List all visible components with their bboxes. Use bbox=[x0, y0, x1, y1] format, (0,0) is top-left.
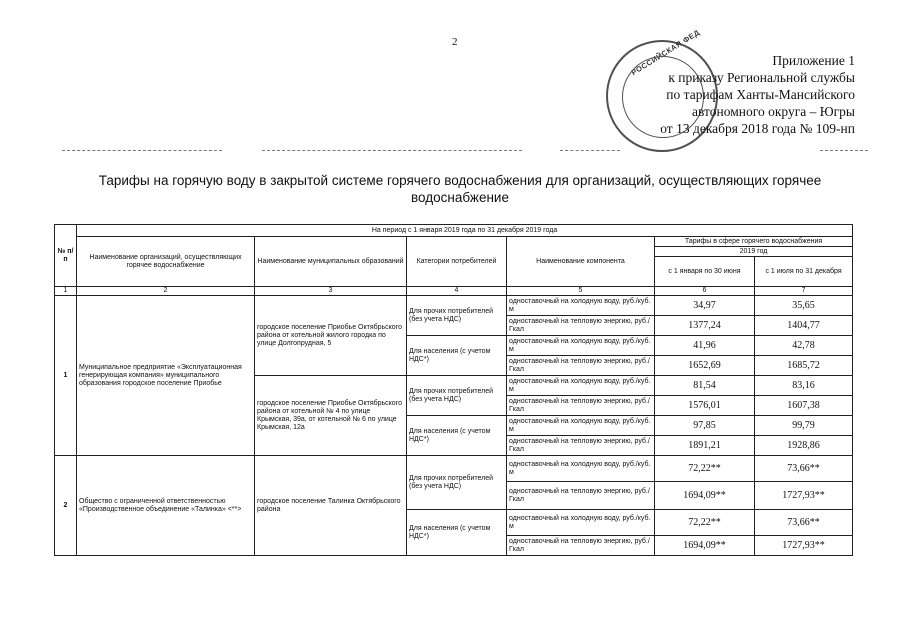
tariff-value: 1694,09** bbox=[655, 482, 755, 510]
tariff-value: 34,97 bbox=[655, 296, 755, 316]
appendix-line: автономного округа – Югры bbox=[692, 104, 855, 119]
municipality-name: городское поселение Талинка Октябрьского района bbox=[255, 456, 407, 556]
component-name: одноставочный на тепловую энергию, руб./ Гкал bbox=[507, 316, 655, 336]
component-name: одноставочный на холодную воду, руб./куб. м bbox=[507, 416, 655, 436]
title-line: Тарифы на горячую воду в закрытой системе горячего водоснабжения для организаций, осуществляющих горячее bbox=[98, 173, 822, 188]
tariff-value: 1685,72 bbox=[755, 356, 853, 376]
period-header: На период с 1 января 2019 года по 31 декабря 2019 года bbox=[77, 225, 853, 237]
page-number: 2 bbox=[452, 36, 458, 48]
column-number: 2 bbox=[77, 287, 255, 296]
appendix-line: от 13 декабря 2018 года № 109-нп bbox=[660, 121, 855, 136]
tariff-value: 35,65 bbox=[755, 296, 853, 316]
municipality-name: городское поселение Приобье Октябрьского района от котельной № 4 по улице Крымская, 39а, от котельной № 6 по улице Крымская, 12а bbox=[255, 376, 407, 456]
column-number: 7 bbox=[755, 287, 853, 296]
tariff-value: 99,79 bbox=[755, 416, 853, 436]
consumer-category: Для населения (с учетом НДС*) bbox=[407, 510, 507, 556]
municipality-name: городское поселение Приобье Октябрьского района от котельной жилого городка по улице Долгопрудная, 5 bbox=[255, 296, 407, 376]
tariff-value: 1727,93** bbox=[755, 536, 853, 556]
header-org: Наименование организаций, осуществляющих горячее водоснабжение bbox=[77, 237, 255, 287]
component-name: одноставочный на тепловую энергию, руб./ Гкал bbox=[507, 436, 655, 456]
consumer-category: Для прочих потребителей (без учета НДС) bbox=[407, 456, 507, 510]
divider bbox=[62, 150, 222, 151]
document-title bbox=[80, 172, 840, 206]
appendix-line: к приказу Региональной службы bbox=[668, 70, 855, 85]
header-num: № п/п bbox=[55, 225, 77, 287]
tariff-value: 1404,77 bbox=[755, 316, 853, 336]
component-name: одноставочный на тепловую энергию, руб./ Гкал bbox=[507, 482, 655, 510]
component-name: одноставочный на холодную воду, руб./куб. м bbox=[507, 456, 655, 482]
tariff-value: 73,66** bbox=[755, 510, 853, 536]
appendix-block bbox=[660, 52, 855, 137]
consumer-category: Для населения (с учетом НДС*) bbox=[407, 416, 507, 456]
tariff-value: 97,85 bbox=[655, 416, 755, 436]
header-h2: с 1 июля по 31 декабря bbox=[755, 257, 853, 287]
tariff-value: 1377,24 bbox=[655, 316, 755, 336]
tariff-table bbox=[54, 224, 853, 556]
tariff-value: 1891,21 bbox=[655, 436, 755, 456]
appendix-line: Приложение 1 bbox=[772, 53, 855, 68]
org-name: Муниципальное предприятие «Эксплуатационная генерирующая компания» муниципального образования городское поселение Приобье bbox=[77, 296, 255, 456]
seal-text: РОССИЙСКАЯ ФЕД bbox=[629, 27, 702, 78]
consumer-category: Для населения (с учетом НДС*) bbox=[407, 336, 507, 376]
tariff-value: 1607,38 bbox=[755, 396, 853, 416]
column-number: 1 bbox=[55, 287, 77, 296]
tariff-value: 1694,09** bbox=[655, 536, 755, 556]
header-component: Наименование компонента bbox=[507, 237, 655, 287]
header-municipality: Наименование муниципальных образований bbox=[255, 237, 407, 287]
component-name: одноставочный на холодную воду, руб./куб. м bbox=[507, 296, 655, 316]
component-name: одноставочный на тепловую энергию, руб./ Гкал bbox=[507, 396, 655, 416]
component-name: одноставочный на тепловую энергию, руб./ Гкал bbox=[507, 536, 655, 556]
component-name: одноставочный на холодную воду, руб./куб. м bbox=[507, 336, 655, 356]
column-number: 3 bbox=[255, 287, 407, 296]
divider bbox=[820, 150, 868, 151]
tariff-value: 1576,01 bbox=[655, 396, 755, 416]
header-category: Категории потребителей bbox=[407, 237, 507, 287]
component-name: одноставочный на холодную воду, руб./куб. м bbox=[507, 376, 655, 396]
tariff-value: 1928,86 bbox=[755, 436, 853, 456]
tariff-value: 81,54 bbox=[655, 376, 755, 396]
divider bbox=[262, 150, 522, 151]
org-name: Общество с ограниченной ответственностью «Производственное объединение «Талинка» <**> bbox=[77, 456, 255, 556]
title-line: водоснабжение bbox=[411, 190, 509, 205]
component-name: одноставочный на тепловую энергию, руб./ Гкал bbox=[507, 356, 655, 376]
tariff-value: 72,22** bbox=[655, 510, 755, 536]
header-tariffs-group: Тарифы в сфере горячего водоснабжения bbox=[655, 237, 853, 247]
row-number: 1 bbox=[55, 296, 77, 456]
consumer-category: Для прочих потребителей (без учета НДС) bbox=[407, 296, 507, 336]
appendix-line: по тарифам Ханты-Мансийского bbox=[666, 87, 855, 102]
component-name: одноставочный на холодную воду, руб./куб. м bbox=[507, 510, 655, 536]
column-number: 5 bbox=[507, 287, 655, 296]
tariff-value: 1652,69 bbox=[655, 356, 755, 376]
tariff-value: 83,16 bbox=[755, 376, 853, 396]
consumer-category: Для прочих потребителей (без учета НДС) bbox=[407, 376, 507, 416]
tariff-value: 73,66** bbox=[755, 456, 853, 482]
divider bbox=[560, 150, 620, 151]
tariff-value: 72,22** bbox=[655, 456, 755, 482]
tariff-value: 1727,93** bbox=[755, 482, 853, 510]
header-year: 2019 год bbox=[655, 247, 853, 257]
header-h1: с 1 января по 30 июня bbox=[655, 257, 755, 287]
tariff-value: 42,78 bbox=[755, 336, 853, 356]
tariff-value: 41,96 bbox=[655, 336, 755, 356]
column-number: 6 bbox=[655, 287, 755, 296]
column-number: 4 bbox=[407, 287, 507, 296]
row-number: 2 bbox=[55, 456, 77, 556]
